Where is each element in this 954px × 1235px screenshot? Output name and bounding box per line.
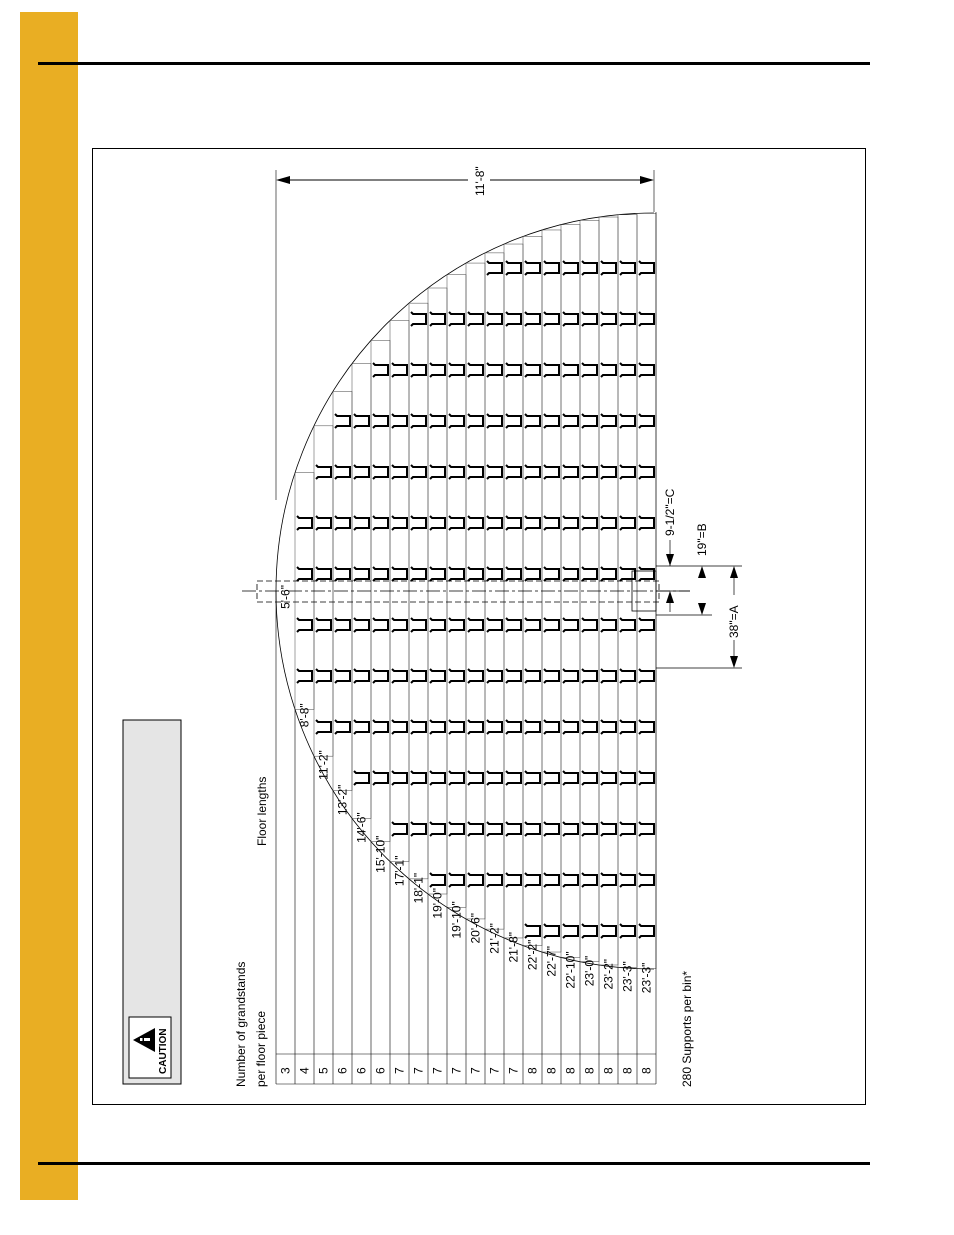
grandstand-support bbox=[601, 414, 616, 428]
grandstand-support bbox=[449, 720, 464, 734]
dim-c-label: 9-1/2"=C bbox=[663, 488, 677, 536]
grandstand-support bbox=[411, 822, 426, 836]
grandstand-support bbox=[487, 669, 502, 683]
grandstand-support bbox=[335, 567, 350, 581]
grandstand-support bbox=[601, 873, 616, 887]
grandstand-support bbox=[506, 516, 521, 530]
grandstand-support bbox=[601, 771, 616, 785]
grandstand-support bbox=[620, 771, 635, 785]
grandstand-support bbox=[411, 414, 426, 428]
grandstand-support bbox=[506, 363, 521, 377]
grandstand-support bbox=[506, 618, 521, 632]
grandstand-support bbox=[620, 261, 635, 275]
grandstand-support bbox=[525, 567, 540, 581]
grandstand-support bbox=[525, 669, 540, 683]
grandstand-support bbox=[354, 567, 369, 581]
grandstand-support bbox=[601, 312, 616, 326]
grandstand-support bbox=[563, 873, 578, 887]
grandstand-support bbox=[335, 465, 350, 479]
grandstand-support bbox=[411, 465, 426, 479]
grandstand-support bbox=[525, 618, 540, 632]
width-dimension bbox=[276, 170, 654, 500]
grandstand-support bbox=[335, 516, 350, 530]
grandstand-support bbox=[601, 669, 616, 683]
grandstand-support bbox=[525, 873, 540, 887]
grandstand-support bbox=[392, 822, 407, 836]
grandstand-support bbox=[506, 669, 521, 683]
grandstand-support bbox=[430, 720, 445, 734]
grandstand-support bbox=[487, 771, 502, 785]
grandstand-support bbox=[392, 516, 407, 530]
grandstand-support bbox=[506, 720, 521, 734]
grandstand-support bbox=[563, 618, 578, 632]
grandstand-support bbox=[430, 516, 445, 530]
floor-length: 8'-8" bbox=[297, 703, 312, 728]
grandstand-support bbox=[620, 567, 635, 581]
grandstand-support bbox=[639, 822, 654, 836]
grandstand-support bbox=[620, 822, 635, 836]
grandstand-support bbox=[411, 720, 426, 734]
grandstand-support bbox=[392, 771, 407, 785]
floor-length: 17'-1" bbox=[392, 855, 407, 887]
grandstand-support bbox=[525, 720, 540, 734]
grandstand-support bbox=[601, 261, 616, 275]
grandstand-support bbox=[582, 720, 597, 734]
grandstand-support bbox=[601, 516, 616, 530]
grandstand-support bbox=[582, 567, 597, 581]
grandstand-support bbox=[544, 567, 559, 581]
grandstand-support bbox=[582, 312, 597, 326]
grandstand-support bbox=[563, 567, 578, 581]
floor-length: 22'-10" bbox=[563, 951, 578, 989]
grandstand-support bbox=[639, 363, 654, 377]
grandstand-support bbox=[487, 465, 502, 479]
grandstand-support bbox=[544, 720, 559, 734]
grandstand-support bbox=[582, 924, 597, 938]
grandstand-support bbox=[544, 261, 559, 275]
grandstand-support bbox=[563, 924, 578, 938]
grandstand-support bbox=[563, 465, 578, 479]
grandstand-support bbox=[449, 363, 464, 377]
grandstand-support bbox=[487, 312, 502, 326]
grandstand-support bbox=[430, 771, 445, 785]
grandstand-support bbox=[582, 618, 597, 632]
grandstand-support bbox=[354, 618, 369, 632]
grandstand-support bbox=[411, 516, 426, 530]
grandstand-support bbox=[639, 771, 654, 785]
grandstand-support bbox=[316, 567, 331, 581]
floor-length: 23'-2" bbox=[601, 958, 616, 990]
grandstand-support bbox=[639, 312, 654, 326]
grandstand-support bbox=[601, 465, 616, 479]
grandstand-count: 7 bbox=[468, 1067, 483, 1074]
grandstand-support bbox=[468, 465, 483, 479]
grandstand-support bbox=[563, 771, 578, 785]
grandstand-support bbox=[373, 720, 388, 734]
footer-supports: 280 Supports per bin* bbox=[680, 970, 694, 1087]
grandstand-count: 8 bbox=[563, 1067, 578, 1074]
grandstand-support bbox=[620, 924, 635, 938]
grandstand-count: 5 bbox=[316, 1067, 331, 1074]
grandstand-support bbox=[411, 312, 426, 326]
grandstand-count: 7 bbox=[449, 1067, 464, 1074]
grandstand-support bbox=[411, 618, 426, 632]
grandstand-support bbox=[544, 771, 559, 785]
grandstand-support bbox=[620, 414, 635, 428]
grandstand-count: 8 bbox=[544, 1067, 559, 1074]
grandstand-support bbox=[468, 363, 483, 377]
grandstand-support bbox=[430, 465, 445, 479]
caution-label: CAUTION bbox=[158, 1028, 169, 1074]
grandstand-support bbox=[544, 669, 559, 683]
grandstand-support bbox=[316, 465, 331, 479]
grandstand-support bbox=[506, 771, 521, 785]
grandstand-support bbox=[392, 414, 407, 428]
grandstand-support bbox=[639, 720, 654, 734]
floor-length: 20'-6" bbox=[468, 912, 483, 944]
grandstand-count: 7 bbox=[506, 1067, 521, 1074]
grandstand-count: 7 bbox=[430, 1067, 445, 1074]
grandstand-support bbox=[468, 414, 483, 428]
grandstand-support bbox=[601, 618, 616, 632]
grandstand-support bbox=[335, 618, 350, 632]
floor-length: 19'-10" bbox=[449, 901, 464, 939]
grandstand-count: 8 bbox=[525, 1067, 540, 1074]
grandstand-support bbox=[449, 516, 464, 530]
grandstand-support bbox=[563, 669, 578, 683]
grandstand-support bbox=[582, 822, 597, 836]
grandstand-support bbox=[354, 771, 369, 785]
grandstand-support bbox=[373, 414, 388, 428]
grandstand-support bbox=[354, 720, 369, 734]
floor-length: 23'-3" bbox=[639, 962, 654, 994]
grandstand-support bbox=[620, 669, 635, 683]
grandstand-support bbox=[487, 363, 502, 377]
grandstand-support bbox=[601, 924, 616, 938]
grandstand-support bbox=[563, 312, 578, 326]
grandstand-support bbox=[506, 414, 521, 428]
grandstand-support bbox=[582, 516, 597, 530]
grandstand-support bbox=[354, 669, 369, 683]
grandstand-count: 8 bbox=[620, 1067, 635, 1074]
grandstand-support bbox=[373, 363, 388, 377]
grandstand-support bbox=[316, 720, 331, 734]
grandstand-support bbox=[411, 363, 426, 377]
grandstand-support bbox=[487, 261, 502, 275]
grandstand-support bbox=[487, 873, 502, 887]
grandstand-support bbox=[468, 720, 483, 734]
grandstand-support bbox=[373, 516, 388, 530]
grandstand-support bbox=[544, 516, 559, 530]
grandstand-support bbox=[449, 312, 464, 326]
grandstand-support bbox=[544, 465, 559, 479]
grandstand-support bbox=[563, 414, 578, 428]
grandstand-support bbox=[487, 516, 502, 530]
grandstand-support bbox=[639, 567, 654, 581]
grandstand-support bbox=[373, 669, 388, 683]
grandstand-support bbox=[430, 312, 445, 326]
grandstand-support bbox=[449, 669, 464, 683]
grandstand-support bbox=[506, 822, 521, 836]
grandstand-support bbox=[544, 924, 559, 938]
floor-length: 22'-7" bbox=[544, 946, 559, 977]
grandstand-count: 8 bbox=[601, 1067, 616, 1074]
grandstand-support bbox=[392, 363, 407, 377]
grandstand-support bbox=[544, 363, 559, 377]
grandstand-support bbox=[639, 261, 654, 275]
floor-length: 18'-1" bbox=[411, 872, 426, 904]
grandstand-support bbox=[506, 465, 521, 479]
grandstand-support bbox=[316, 516, 331, 530]
grandstand-support bbox=[430, 822, 445, 836]
header-grandstands-line2: per floor piece bbox=[254, 1010, 268, 1087]
grandstand-support bbox=[544, 873, 559, 887]
grandstand-support bbox=[582, 414, 597, 428]
grandstand-support bbox=[525, 414, 540, 428]
floor-length: 21'-8" bbox=[506, 931, 521, 963]
floor-length: 22'-2" bbox=[525, 939, 540, 971]
grandstand-support bbox=[563, 261, 578, 275]
grandstand-support bbox=[316, 618, 331, 632]
grandstand-support bbox=[468, 873, 483, 887]
grandstand-count: 7 bbox=[487, 1067, 502, 1074]
grandstand-support bbox=[354, 516, 369, 530]
grandstand-support bbox=[468, 669, 483, 683]
grandstand-support bbox=[506, 312, 521, 326]
dim-width-label: 11'-8" bbox=[473, 166, 487, 196]
grandstand-support bbox=[392, 465, 407, 479]
grandstand-support bbox=[411, 669, 426, 683]
grandstand-support bbox=[430, 618, 445, 632]
grandstand-support bbox=[487, 414, 502, 428]
grandstand-support bbox=[411, 567, 426, 581]
dim-a-label: 38"=A bbox=[727, 605, 741, 638]
grandstand-support bbox=[449, 771, 464, 785]
grandstand-support bbox=[373, 771, 388, 785]
grandstand-support bbox=[468, 771, 483, 785]
grandstand-support bbox=[601, 363, 616, 377]
grandstand-support bbox=[468, 822, 483, 836]
grandstand-support bbox=[430, 873, 445, 887]
grandstand-support bbox=[430, 414, 445, 428]
dim-b-label: 19"=B bbox=[695, 523, 709, 556]
grandstand-support bbox=[468, 618, 483, 632]
grandstand-support bbox=[620, 465, 635, 479]
floor-length: 11'-2" bbox=[316, 750, 331, 780]
header-floor-lengths: Floor lengths bbox=[255, 776, 269, 846]
grandstand-support bbox=[525, 924, 540, 938]
floor-length: 23'-3" bbox=[620, 961, 635, 992]
grandstand-support bbox=[620, 312, 635, 326]
grandstand-support bbox=[449, 618, 464, 632]
grandstand-support bbox=[297, 516, 312, 530]
grandstand-count: 6 bbox=[335, 1067, 350, 1074]
grandstand-support bbox=[487, 567, 502, 581]
grandstand-support bbox=[639, 669, 654, 683]
grandstand-support bbox=[639, 873, 654, 887]
grandstand-support bbox=[354, 414, 369, 428]
grandstand-support bbox=[297, 618, 312, 632]
grandstand-count: 6 bbox=[354, 1067, 369, 1074]
grandstand-support bbox=[430, 567, 445, 581]
grandstand-count: 4 bbox=[297, 1067, 312, 1074]
grandstand-support bbox=[544, 822, 559, 836]
grandstand-support bbox=[449, 822, 464, 836]
grandstand-support bbox=[506, 567, 521, 581]
grandstand-support bbox=[487, 618, 502, 632]
grandstand-support bbox=[449, 567, 464, 581]
grandstand-support bbox=[525, 363, 540, 377]
grandstand-support bbox=[582, 465, 597, 479]
grandstand-support bbox=[525, 465, 540, 479]
grandstand-support bbox=[373, 618, 388, 632]
grandstand-support bbox=[468, 312, 483, 326]
grandstand-support bbox=[620, 618, 635, 632]
grandstand-support bbox=[506, 261, 521, 275]
grandstand-count: 7 bbox=[411, 1067, 426, 1074]
grandstand-support bbox=[392, 720, 407, 734]
grandstand-support bbox=[582, 873, 597, 887]
grandstand-support bbox=[373, 567, 388, 581]
floor-length: 19'-0" bbox=[430, 887, 445, 919]
grandstand-support bbox=[525, 261, 540, 275]
grandstand-support bbox=[335, 669, 350, 683]
grandstand-count: 6 bbox=[373, 1067, 388, 1074]
grandstand-support bbox=[297, 669, 312, 683]
grandstand-support bbox=[582, 669, 597, 683]
grandstand-support bbox=[487, 720, 502, 734]
grandstand-support bbox=[582, 363, 597, 377]
grandstand-support bbox=[582, 771, 597, 785]
grandstand-support bbox=[639, 414, 654, 428]
grandstand-support bbox=[411, 771, 426, 785]
grandstand-support bbox=[601, 567, 616, 581]
grandstand-support bbox=[525, 516, 540, 530]
grandstand-support bbox=[468, 516, 483, 530]
floor-length: 5'-6" bbox=[278, 585, 293, 609]
grandstand-support bbox=[392, 567, 407, 581]
grandstand-support bbox=[639, 516, 654, 530]
grandstand-support bbox=[430, 669, 445, 683]
grandstand-support bbox=[525, 312, 540, 326]
grandstand-support bbox=[468, 567, 483, 581]
grandstand-support bbox=[392, 618, 407, 632]
grandstand-support bbox=[487, 822, 502, 836]
floor-length: 23'-0" bbox=[582, 955, 597, 987]
grandstand-support bbox=[449, 465, 464, 479]
grandstand-count: 8 bbox=[639, 1067, 654, 1074]
grandstand-support bbox=[620, 873, 635, 887]
grandstand-support bbox=[544, 618, 559, 632]
grandstand-count: 7 bbox=[392, 1067, 407, 1074]
floor-length: 14'-6" bbox=[354, 812, 369, 843]
grandstand-support bbox=[639, 465, 654, 479]
grandstand-count: 8 bbox=[582, 1067, 597, 1074]
grandstand-support bbox=[601, 720, 616, 734]
grandstand-support bbox=[544, 414, 559, 428]
grandstand-support bbox=[335, 720, 350, 734]
grandstand-support bbox=[297, 567, 312, 581]
grandstand-support bbox=[392, 669, 407, 683]
grandstand-support bbox=[620, 516, 635, 530]
grandstand-support bbox=[563, 822, 578, 836]
floor-length: 15'-10" bbox=[373, 835, 388, 873]
grandstand-support bbox=[449, 414, 464, 428]
grandstand-support bbox=[639, 924, 654, 938]
grandstand-support bbox=[544, 312, 559, 326]
grandstand-support bbox=[506, 873, 521, 887]
grandstand-support bbox=[449, 873, 464, 887]
grandstand-support bbox=[601, 822, 616, 836]
grandstand-support bbox=[316, 669, 331, 683]
grandstand-support bbox=[620, 363, 635, 377]
header-grandstands-line1: Number of grandstands bbox=[234, 961, 248, 1087]
grandstand-support bbox=[373, 465, 388, 479]
center-channel bbox=[257, 581, 659, 602]
grandstand-support bbox=[335, 414, 350, 428]
grandstand-support bbox=[563, 720, 578, 734]
grandstand-support bbox=[525, 771, 540, 785]
grandstand-support bbox=[525, 822, 540, 836]
grandstand-support bbox=[563, 363, 578, 377]
grandstand-support bbox=[354, 465, 369, 479]
grandstand-support bbox=[430, 363, 445, 377]
grandstand-support bbox=[563, 516, 578, 530]
floor-length: 21'-2" bbox=[487, 923, 502, 954]
floor-length: 13'-2" bbox=[335, 784, 350, 816]
grandstand-count: 3 bbox=[278, 1067, 293, 1074]
grandstand-support bbox=[620, 720, 635, 734]
grandstand-support bbox=[582, 261, 597, 275]
grandstand-support bbox=[639, 618, 654, 632]
